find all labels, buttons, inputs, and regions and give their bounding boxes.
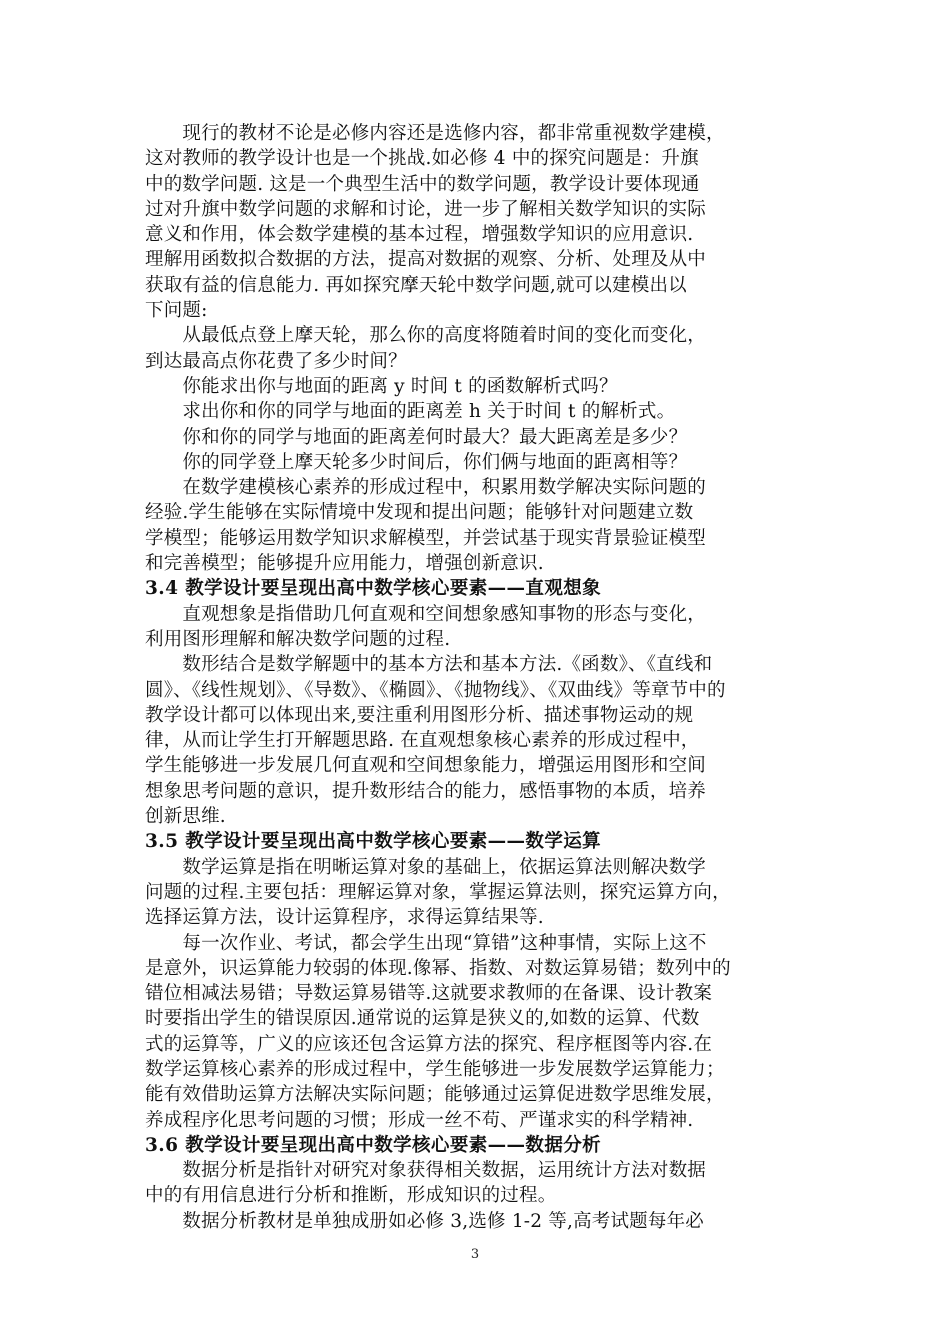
paragraph-line: 你的同学登上摩天轮多少时间后，你们俩与地面的距离相等？ — [145, 451, 688, 473]
paragraph-line: 能有效借助运算方法解决实际问题；能够通过运算促进数学思维发展， — [145, 1084, 725, 1106]
paragraph-line: 数据分析是指针对研究对象获得相关数据，运用统计方法对数据 — [145, 1160, 707, 1182]
paragraph — [145, 450, 805, 475]
paragraph-line: 中的有用信息进行分析和推断，形成知识的过程。 — [145, 1185, 557, 1207]
paragraph-line: 是意外，识运算能力较弱的体现.像幂、指数、对数运算易错；数列中的 — [145, 957, 731, 979]
section-heading — [145, 576, 805, 601]
paragraph-line: 中的数学问题. 这是一个典型生活中的数学问题，教学设计要体现通 — [145, 173, 700, 195]
paragraph — [145, 1209, 805, 1234]
paragraph-line: 直观想象是指借助几何直观和空间想象感知事物的形态与变化， — [145, 603, 707, 625]
paragraph-line: 数学运算是指在明晰运算对象的基础上，依据运算法则解决数学 — [145, 856, 707, 878]
paragraph — [145, 475, 805, 576]
paragraph — [145, 602, 805, 653]
paragraph-line: 在数学建模核心素养的形成过程中，积累用数学解决实际问题的 — [145, 477, 707, 499]
paragraph — [145, 931, 805, 1133]
paragraph-line: 式的运算等，广义的应该还包含运算方法的探究、程序框图等内容.在 — [145, 1033, 713, 1055]
paragraph-line: 时要指出学生的错误原因.通常说的运算是狭义的,如数的运算、代数 — [145, 1008, 700, 1030]
paragraph-line: 问题的过程.主要包括：理解运算对象，掌握运算法则，探究运算方向， — [145, 881, 731, 903]
paragraph-line: 求出你和你的同学与地面的距离差 h 关于时间 t 的解析式。 — [145, 401, 676, 423]
paragraph-line: 和完善模型；能够提升应用能力，增强创新意识. — [145, 553, 544, 575]
paragraph-line: 你能求出你与地面的距离 y 时间 t 的函数解析式吗？ — [145, 375, 618, 397]
paragraph-line: 想象思考问题的意识，提升数形结合的能力，感悟事物的本质，培养 — [145, 780, 707, 802]
paragraph — [145, 323, 805, 374]
paragraph-line: 经验.学生能够在实际情境中发现和提出问题；能够针对问题建立数 — [145, 502, 694, 524]
paragraph-line: 学生能够进一步发展几何直观和空间想象能力，增强运用图形和空间 — [145, 755, 707, 777]
paragraph-line: 理解用函数拟合数据的方法，提高对数据的观察、分析、处理及从中 — [145, 249, 707, 271]
section-heading — [145, 829, 805, 854]
paragraph-line: 每一次作业、考试，都会学生出现“算错”这种事情，实际上这不 — [145, 932, 707, 954]
paragraph — [145, 121, 805, 323]
paragraph — [145, 425, 805, 450]
heading-text: 3.4 教学设计要呈现出高中数学核心要素——直观想象 — [145, 578, 602, 600]
paragraph — [145, 652, 805, 829]
paragraph-line: 现行的教材不论是必修内容还是选修内容，都非常重视数学建模， — [145, 123, 725, 144]
paragraph-line: 从最低点登上摩天轮，那么你的高度将随着时间的变化而变化， — [145, 325, 707, 347]
paragraph — [145, 399, 805, 424]
heading-text: 3.6 教学设计要呈现出高中数学核心要素——数据分析 — [145, 1134, 602, 1156]
paragraph-line: 利用图形理解和解决数学问题的过程. — [145, 628, 451, 650]
paragraph-line: 养成程序化思考问题的习惯；形成一丝不苟、严谨求实的科学精神. — [145, 1109, 694, 1131]
heading-text: 3.5 教学设计要呈现出高中数学核心要素——数学运算 — [145, 831, 602, 853]
paragraph-line: 圆》、《线性规划》、《导数》、《椭圆》、《抛物线》、《双曲线》等章节中的 — [145, 679, 726, 701]
paragraph-line: 意义和作用，体会数学建模的基本过程，增强数学知识的应用意识. — [145, 224, 694, 246]
paragraph-line: 下问题: — [145, 300, 208, 322]
paragraph-line: 这对教师的教学设计也是一个挑战.如必修 4 中的探究问题是：升旗 — [145, 148, 699, 170]
page-number: 3 — [470, 1247, 480, 1262]
paragraph-line: 过对升旗中数学问题的求解和讨论，进一步了解相关数学知识的实际 — [145, 198, 707, 220]
paragraph-line: 学模型；能够运用数学知识求解模型，并尝试基于现实背景验证模型 — [145, 527, 707, 549]
paragraph-line: 律，从而让学生打开解题思路. 在直观想象核心素养的形成过程中， — [145, 730, 700, 752]
paragraph-line: 数据分析教材是单独成册如必修 3,选修 1-2 等,高考试题每年必 — [145, 1210, 704, 1232]
paragraph-line: 选择运算方法，设计运算程序，求得运算结果等. — [145, 907, 544, 929]
paragraph-line: 错位相减法易错；导数运算易错等.这就要求教师的在备课、设计教案 — [145, 983, 713, 1005]
paragraph-line: 创新思维. — [145, 806, 226, 828]
body-text — [145, 121, 805, 1234]
paragraph — [145, 374, 805, 399]
paragraph-line: 数学运算核心素养的形成过程中，学生能够进一步发展数学运算能力； — [145, 1058, 725, 1080]
paragraph-line: 到达最高点你花费了多少时间？ — [145, 350, 407, 372]
paragraph — [145, 855, 805, 931]
paragraph-line: 获取有益的信息能力. 再如探究摩天轮中数学问题,就可以建模出以 — [145, 274, 687, 296]
paragraph — [145, 1158, 805, 1209]
paragraph-line: 你和你的同学与地面的距离差何时最大？最大距离差是多少？ — [145, 426, 688, 448]
paragraph-line: 数形结合是数学解题中的基本方法和基本方法.《函数》、《直线和 — [145, 654, 713, 676]
section-heading — [145, 1133, 805, 1158]
paragraph-line: 教学设计都可以体现出来,要注重利用图形分析、描述事物运动的规 — [145, 704, 694, 726]
